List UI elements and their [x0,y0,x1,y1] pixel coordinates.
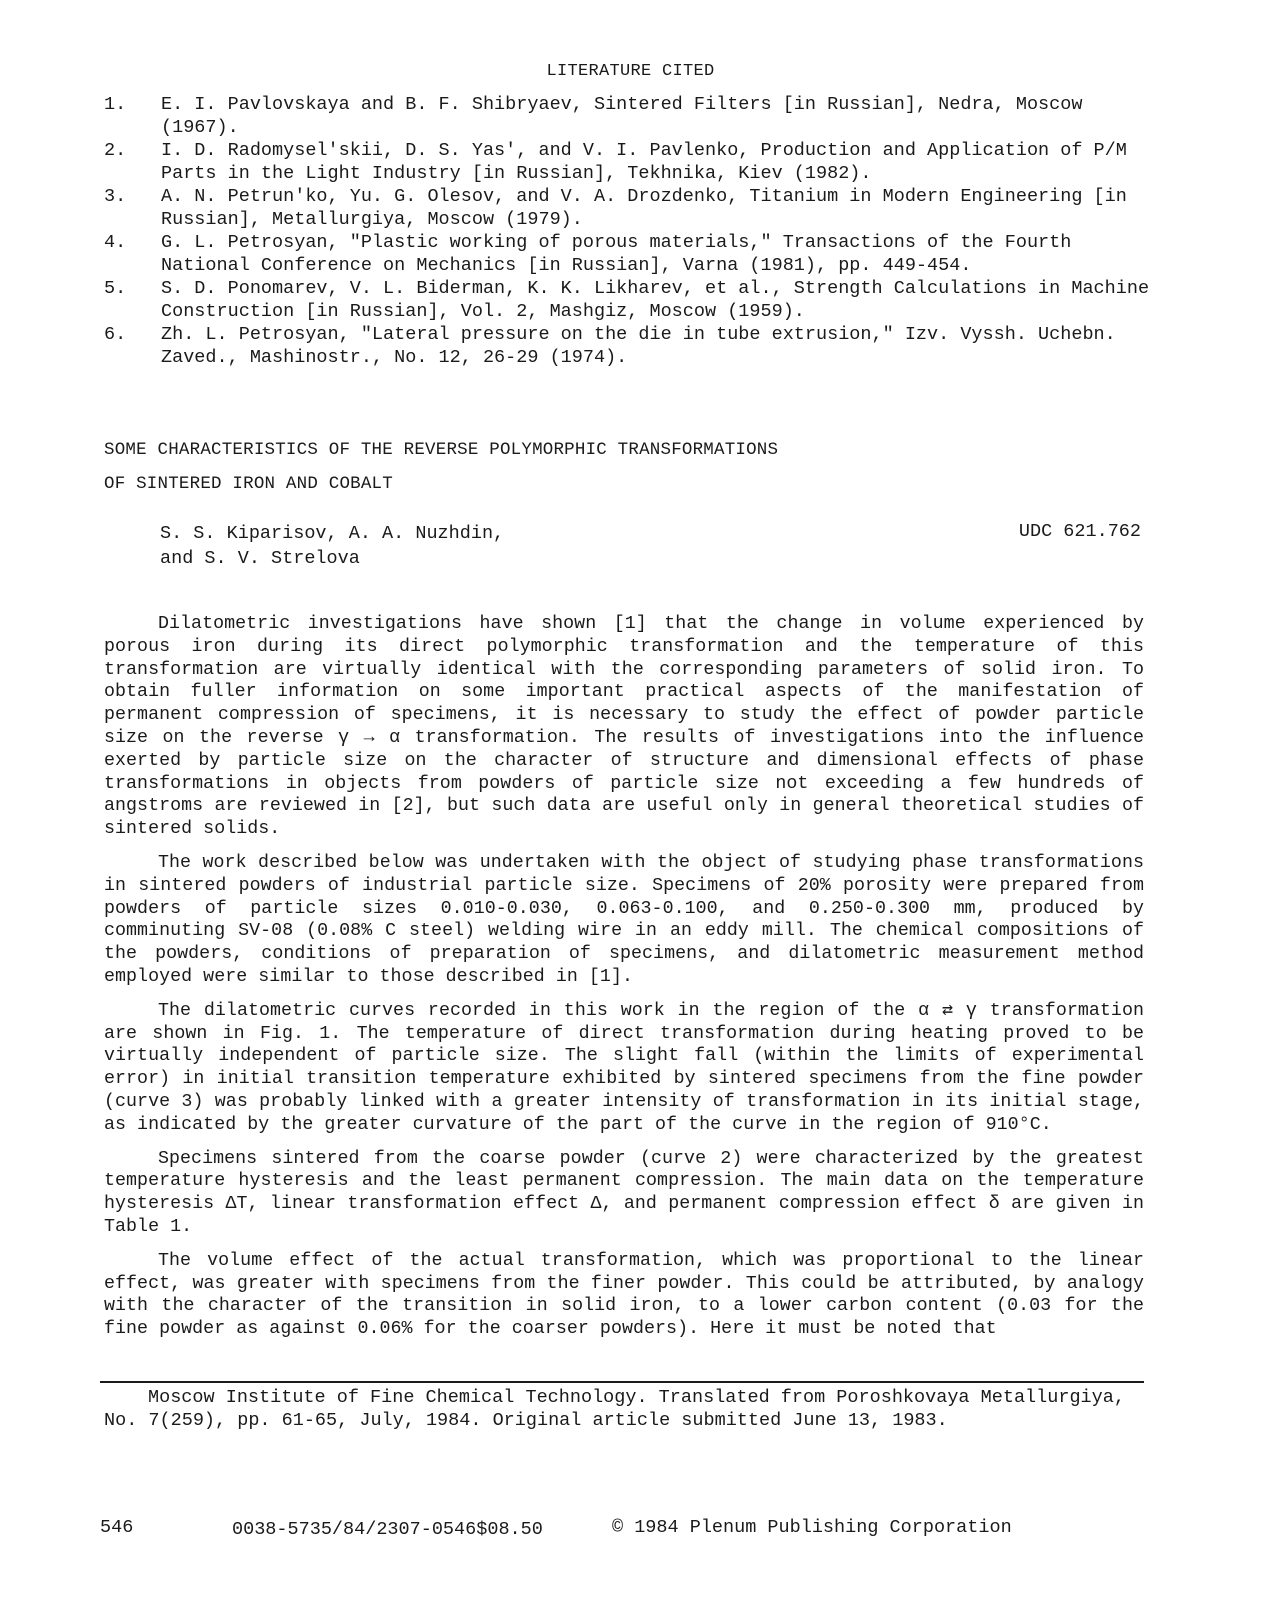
literature-heading: LITERATURE CITED [546,62,715,81]
article-title-line-1: SOME CHARACTERISTICS OF THE REVERSE POLYMORPHIC TRANSFORMATIONS [104,440,779,460]
reference-text: I. D. Radomysel'skii, D. S. Yas', and V. I. Pavlenko, Production and Application of P/M Parts in the Light Industry [in Russian], Tekhnika, Kiev (1982). [161,140,1127,184]
reference-item [104,278,1164,323]
body-paragraph: The dilatometric curves recorded in this work in the region of the α ⇄ γ transformation are shown in Fig. 1. The temperature of direct transformation during heating proved to be virtually independent of particle size. The slight fall (within the limits of experimental error) in initial transition temperature exhibited by sintered specimens from the fine powder (curve 3) was probably linked with a greater intensity of transformation in its initial stage, as indicated by the greater curvature of the part of the curve in the region of 910°C. [104,1000,1144,1135]
reference-item [104,324,1164,369]
article-title-line-2: OF SINTERED IRON AND COBALT [104,474,393,494]
authors-line-2: and S. V. Strelova [160,548,360,569]
reference-number: 6. [104,324,127,345]
reference-item [104,232,1164,277]
reference-number: 5. [104,278,127,299]
body-paragraph: Dilatometric investigations have shown [1] that the change in volume experienced by porous iron during its direct polymorphic transformation and the temperature of this transformation are virtually identical with the corresponding parameters of solid iron. To obtain fuller information on some important practical aspects of the manifestation of permanent compression of specimens, it is necessary to study the effect of powder particle size on the reverse γ → α transformation. The results of investigations into the influence exerted by particle size on the character of structure and dimensional effects of phase transformations in objects from powders of particle size not exceeding a few hundreds of angstroms are reviewed in [2], but such data are useful only in general theoretical studies of sintered solids. [104,614,1144,840]
reference-text: G. L. Petrosyan, "Plastic working of porous materials," Transactions of the Fourth National Conference on Mechanics [in Russian], Varna (1981), pp. 449-454. [161,232,1072,276]
reference-number: 1. [104,94,127,115]
body-paragraph: The work described below was undertaken with the object of studying phase transformations in sintered powders of industrial particle size. Specimens of 20% porosity were prepared from powders of particle sizes 0.010-0.030, 0.063-0.100, and 0.250-0.300 mm, produced by comminuting SV-08 (0.08% C steel) welding wire in an eddy mill. The chemical compositions of the powders, conditions of preparation of specimens, and dilatometric measurement method employed were similar to those described in [1]. [104,852,1144,987]
reference-text: S. D. Ponomarev, V. L. Biderman, K. K. Likharev, et al., Strength Calculations in Machine Construction [in Russian], Vol. 2, Mashgiz, Moscow (1959). [161,278,1150,322]
udc-code: UDC 621.762 [1018,521,1141,542]
reference-text: Zh. L. Petrosyan, "Lateral pressure on the die in tube extrusion," Izv. Vyssh. Uchebn. Zaved., Mashinostr., No. 12, 26-29 (1974). [161,324,1116,368]
reference-number: 2. [104,140,127,161]
reference-text: A. N. Petrun'ko, Yu. G. Olesov, and V. A. Drozdenko, Titanium in Modern Engineering [in Russian], Metallurgiya, Moscow (1979). [161,186,1127,230]
reference-number: 3. [104,186,127,207]
copyright-notice: © 1984 Plenum Publishing Corporation [612,1517,1012,1538]
footnote-divider [100,1381,1144,1383]
page-number: 546 [100,1517,134,1538]
reference-item [104,186,1164,231]
authors-line-1: S. S. Kiparisov, A. A. Nuzhdin, [160,523,505,544]
reference-number: 4. [104,232,127,253]
reference-text: E. I. Pavlovskaya and B. F. Shibryaev, Sintered Filters [in Russian], Nedra, Moscow (1967). [161,94,1083,138]
publication-code: 0038-5735/84/2307-0546$08.50 [232,1519,543,1540]
reference-item [104,140,1164,185]
article-authors [160,521,504,571]
reference-item [104,94,1164,139]
footnote: Moscow Institute of Fine Chemical Technology. Translated from Poroshkovaya Metallurgiya, No. 7(259), pp. 61-65, July, 1984. Original article submitted June 13, 1983. [104,1387,1125,1431]
reference-list [104,94,1164,370]
body-paragraph: Specimens sintered from the coarse powder (curve 2) were characterized by the greatest temperature hysteresis and the least permanent compression. The main data on the temperature hysteresis ΔT, linear transformation effect Δ, and permanent compression effect δ are given in Table 1. [104,1148,1144,1237]
body-paragraph: The volume effect of the actual transformation, which was proportional to the linear effect, was greater with specimens from the finer powder. This could be attributed, by analogy with the character of the transition in solid iron, to a lower carbon content (0.03 for the fine powder as against 0.06% for the coarser powders). Here it must be noted that [104,1250,1144,1340]
article-body [104,613,1144,1352]
